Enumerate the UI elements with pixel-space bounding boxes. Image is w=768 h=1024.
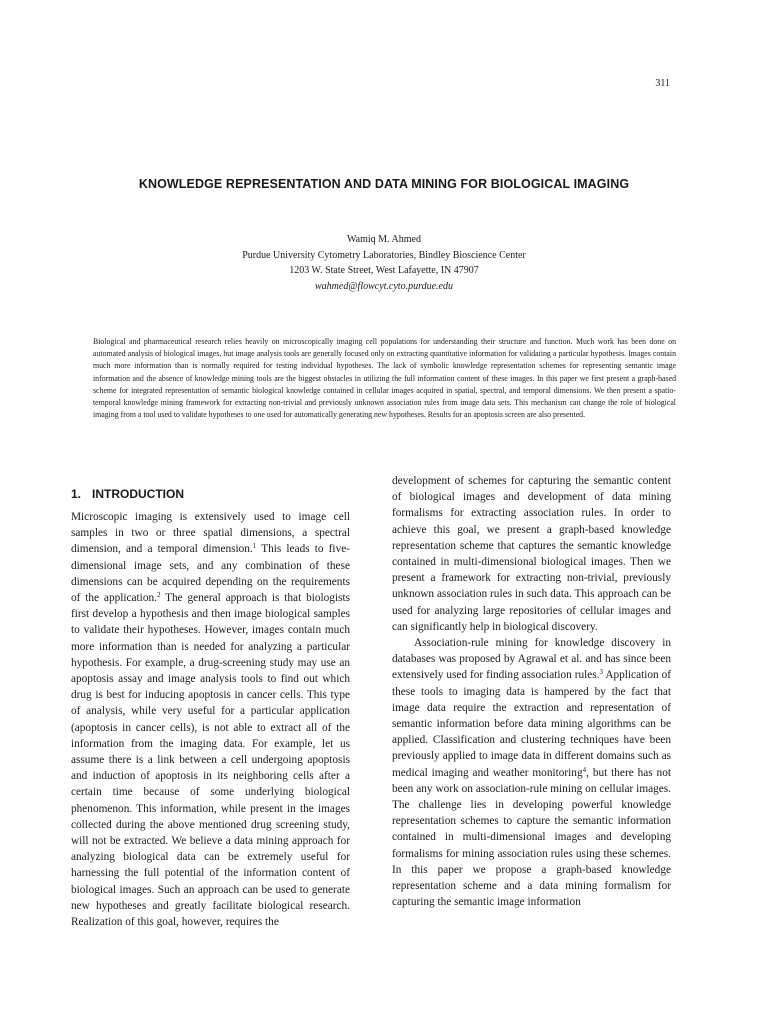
author-address: 1203 W. State Street, West Lafayette, IN 47907 [289,265,479,276]
text-run: Microscopic imaging is extensively used to image cell samples in two or three spatial dimensions, a spectral dimension, and a temporal dimension. [71,511,350,556]
section-title: INTRODUCTION [92,487,185,501]
author-name: Wamiq M. Ahmed [347,234,421,245]
author-block [0,232,768,294]
citation-ref: 4 [582,765,587,774]
author-affiliation: Purdue University Cytometry Laboratories, Bindley Bioscience Center [242,249,526,261]
text-run: The general approach is that biologists first develop a hypothesis and then image biological samples to validate their hypotheses. However, images contain much more information than is needed for analyzing a particular hypothesis. For example, a drug-screening study may use an apoptosis assay and image analysis tools to find out which drug is best for inducing apoptosis in cancer cells. This type of analysis, while very useful for a particular application (apoptosis in cancer cells), is not able to extract all of the information from the imaging data. For example, let us assume there is a link between a cell undergoing apoptosis and induction of apoptosis in its neighboring cells after a certain time because of some underlying biological phenomenon. This information, while present in the images collected during the above mentioned drug screening study, will not be extracted. We believe a data mining approach for analyzing biological data can be extremely useful for harnessing the full potential of the information content of biological images. Such an approach can be used to generate new hypotheses and greatly facilitate biological research. Realization of this goal, however, requires the [71,592,351,929]
section-heading-introduction [71,487,184,501]
text-run: Application of these tools to imaging data is hampered by the fact that image data require the extraction and representation of semantic information before data mining algorithms can be applied. Classification and clustering techniques have been previously applied to image data in different domains such as medical imaging and weather monitoring [392,669,671,779]
paper-title: KNOWLEDGE REPRESENTATION AND DATA MINING FOR BIOLOGICAL IMAGING [138,177,630,191]
text-run: This leads to five-dimensional image sets, and any combination of these dimensions can be acquired depending on the requirements of the application. [71,543,350,605]
intro-paragraph-1 [71,509,350,930]
section-number: 1. [71,487,82,501]
intro-paragraph-1-cont: development of schemes for capturing the semantic content of biological images and development of data mining formalisms for extracting association rules. In order to achieve this goal, we present a graph-based knowledge representation scheme that captures the semantic knowledge contained in multi-dimensional biological images. Then we present a framework for extracting non-trivial, previously unknown association rules in such data. This approach can be used for analyzing large repositories of cellular images and can significantly help in biological discovery. [392,475,671,633]
abstract: Biological and pharmaceutical research relies heavily on microscopically imaging cell populations for understanding their structure and function. Much work has been done on automated analysis of biological images, but image analysis tools are generally focused only on extracting quantitative information for validating a particular hypothesis. Images contain much more information than is normally required for testing individual hypotheses. The lack of symbolic knowledge representation schemes for representing semantic image information and the absence of knowledge mining tools are the biggest obstacles in utilizing the full information content of these images. In this paper we first present a graph-based scheme for integrated representation of semantic biological knowledge contained in cellular images acquired in spatial, spectral, and temporal dimensions. We then present a spatio-temporal knowledge mining framework for extracting non-trivial and previously unknown association rules from image data sets. This mechanism can change the role of biological imaging from a tool used to validate hypotheses to one used for automatically generating new hypotheses. Results for an apoptosis screen are also presented. [93,337,676,420]
intro-paragraph-2 [392,635,671,910]
text-run: Association-rule mining for knowledge discovery in databases was proposed by Agrawal et al. and has since been extensively used for finding association rules. [392,637,671,682]
citation-ref: 3 [599,668,604,677]
text-run: , but there has not been any work on association-rule mining on cellular images. The challenge lies in developing powerful knowledge representation schemes to capture the semantic information contained in multi-dimensional images and developing formalisms for mining association rules using these schemes. In this paper we propose a graph-based knowledge representation scheme and a data mining formalism for capturing the semantic image information [392,766,671,909]
page-number: 311 [655,78,670,89]
author-email: wahmed@flowcyt.cyto.purdue.edu [315,280,453,292]
right-column [392,473,671,910]
citation-ref: 1 [252,542,257,551]
left-column [71,509,350,930]
citation-ref: 2 [156,591,161,600]
